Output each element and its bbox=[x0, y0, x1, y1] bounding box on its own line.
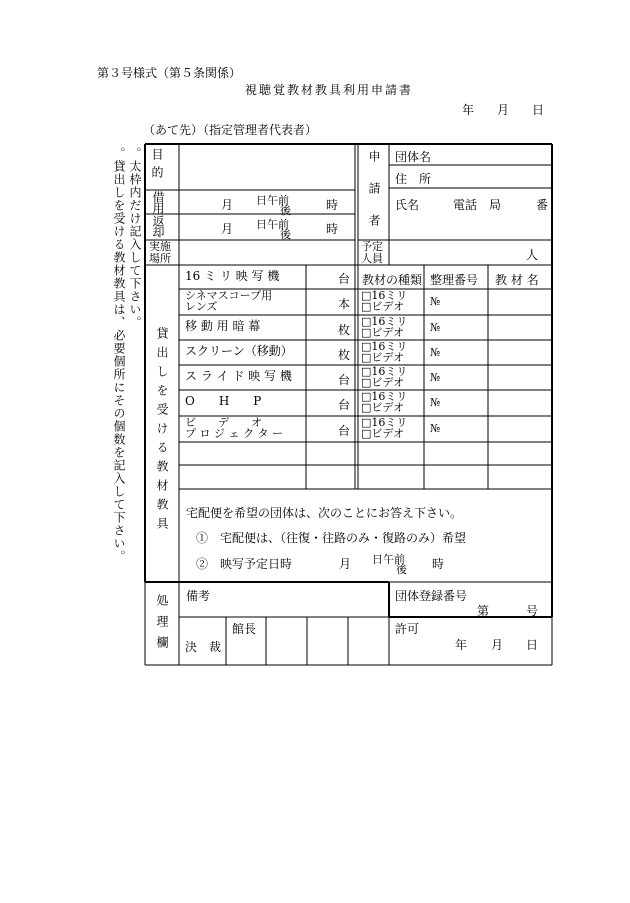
remarks-label: 備考 bbox=[186, 589, 211, 603]
name-label: 氏名 bbox=[395, 198, 420, 212]
borrow-hour: 時 bbox=[326, 198, 339, 212]
equipment-item-name: シネマスコープ用 レンズ bbox=[185, 289, 273, 313]
material-type-header: 教材の種類 bbox=[362, 273, 423, 287]
delivery-q1: ① 宅配便は、（往復・往路のみ・復路のみ）希望 bbox=[196, 531, 467, 545]
processing-label: 処理欄 bbox=[155, 594, 169, 657]
material-type-option-16mm[interactable]: □16ミリ bbox=[361, 365, 408, 378]
purpose-label: 目的 bbox=[150, 148, 164, 184]
return-month: 月 bbox=[221, 222, 234, 236]
permit-year: 年 bbox=[455, 638, 468, 652]
equipment-item-name: スクリーン（移動） bbox=[185, 344, 293, 358]
exchange-label: 局 bbox=[489, 198, 502, 212]
material-type-option-video[interactable]: □ビデオ bbox=[361, 351, 405, 364]
equipment-item-name: O H P bbox=[185, 394, 262, 408]
delivery-q2-after: 後 bbox=[396, 563, 407, 576]
decision-label: 決 裁 bbox=[185, 640, 222, 654]
venue-label: 実施場所 bbox=[149, 240, 171, 265]
side-note-2: 。貸出しを受ける教材教具は、必要個所にその個数を記入して下さい。 bbox=[112, 147, 126, 563]
material-name-header: 教 材 名 bbox=[495, 273, 539, 287]
permit-month: 月 bbox=[491, 638, 504, 652]
date-year-label: 年 bbox=[462, 103, 475, 117]
material-type-option-16mm[interactable]: □16ミリ bbox=[361, 315, 408, 328]
material-type-option-16mm[interactable]: □16ミリ bbox=[361, 340, 408, 353]
equipment-item-unit: 枚 bbox=[338, 323, 351, 337]
reg-number-cell: № bbox=[430, 295, 441, 308]
material-type-option-video[interactable]: □ビデオ bbox=[361, 376, 405, 389]
persons-label: 人 bbox=[526, 248, 539, 262]
reg-number-header: 整理番号 bbox=[430, 273, 479, 287]
equipment-item-name: ビ デ オ プ ロ ジ ェ ク タ ー bbox=[185, 416, 283, 440]
equipment-item-unit: 台 bbox=[338, 373, 351, 387]
delivery-q2-day: 日午前 bbox=[372, 553, 405, 566]
side-note-1: 。太枠内だけ記入して下さい。 bbox=[128, 147, 142, 329]
borrow-month: 月 bbox=[221, 198, 234, 212]
reg-number-cell: № bbox=[430, 422, 441, 435]
form-title: 視聴覚教材教具利用申請書 bbox=[245, 83, 414, 97]
equipment-item-unit: 台 bbox=[338, 272, 351, 286]
equipment-group-label: 貸出しを受ける教材教具 bbox=[155, 327, 169, 536]
equipment-item-unit: 枚 bbox=[338, 348, 351, 362]
number-label: 番 bbox=[536, 198, 549, 212]
group-reg-label: 団体登録番号 bbox=[395, 589, 468, 603]
form-number: 第３号様式（第５条関係） bbox=[97, 66, 242, 80]
date-month-label: 月 bbox=[497, 103, 510, 117]
director-label: 館長 bbox=[232, 622, 257, 636]
equipment-item-unit: 本 bbox=[338, 297, 351, 311]
permit-label: 許可 bbox=[395, 622, 420, 636]
reg-number-cell: № bbox=[430, 396, 441, 409]
material-type-option-video[interactable]: □ビデオ bbox=[361, 300, 405, 313]
delivery-q2-hour: 時 bbox=[432, 557, 445, 571]
return-ampm-after: 後 bbox=[280, 228, 291, 241]
equipment-item-name: 16 ミ リ 映 写 機 bbox=[185, 269, 280, 283]
reg-number-cell: № bbox=[430, 371, 441, 384]
return-label: 返却 bbox=[151, 215, 165, 237]
borrow-ampm-after: 後 bbox=[280, 204, 291, 217]
group-name-label: 団体名 bbox=[395, 150, 432, 164]
group-reg-dai: 第 bbox=[477, 604, 490, 618]
expected-attendance-label: 予定人員 bbox=[361, 240, 383, 265]
borrow-label: 借用 bbox=[151, 191, 165, 213]
delivery-intro: 宅配便を希望の団体は、次のことにお答え下さい。 bbox=[186, 506, 463, 520]
address-label: 住 所 bbox=[395, 172, 432, 186]
group-reg-go: 号 bbox=[526, 604, 539, 618]
applicant-label: 申請者 bbox=[367, 150, 381, 246]
phone-label: 電話 bbox=[453, 198, 478, 212]
permit-day: 日 bbox=[526, 638, 539, 652]
delivery-q2-month: 月 bbox=[339, 557, 352, 571]
material-type-option-video[interactable]: □ビデオ bbox=[361, 326, 405, 339]
delivery-q2-label: ② 映写予定日時 bbox=[196, 557, 293, 571]
equipment-item-name: ス ラ イ ド 映 写 機 bbox=[185, 369, 292, 383]
material-type-option-video[interactable]: □ビデオ bbox=[361, 427, 405, 440]
equipment-item-unit: 台 bbox=[338, 398, 351, 412]
reg-number-cell: № bbox=[430, 346, 441, 359]
date-day-label: 日 bbox=[532, 103, 545, 117]
material-type-option-video[interactable]: □ビデオ bbox=[361, 401, 405, 414]
borrow-day-ampm: 日午前 bbox=[256, 194, 289, 207]
equipment-item-name: 移 動 用 暗 幕 bbox=[185, 319, 261, 333]
return-hour: 時 bbox=[326, 222, 339, 236]
addressee: （あて先）（指定管理者代表者） bbox=[143, 123, 318, 137]
material-type-option-16mm[interactable]: □16ミリ bbox=[361, 390, 408, 403]
material-type-option-16mm[interactable]: □16ミリ bbox=[361, 289, 408, 302]
material-type-option-16mm[interactable]: □16ミリ bbox=[361, 416, 408, 429]
reg-number-cell: № bbox=[430, 321, 441, 334]
return-day-ampm: 日午前 bbox=[256, 218, 289, 231]
equipment-item-unit: 台 bbox=[338, 424, 351, 438]
